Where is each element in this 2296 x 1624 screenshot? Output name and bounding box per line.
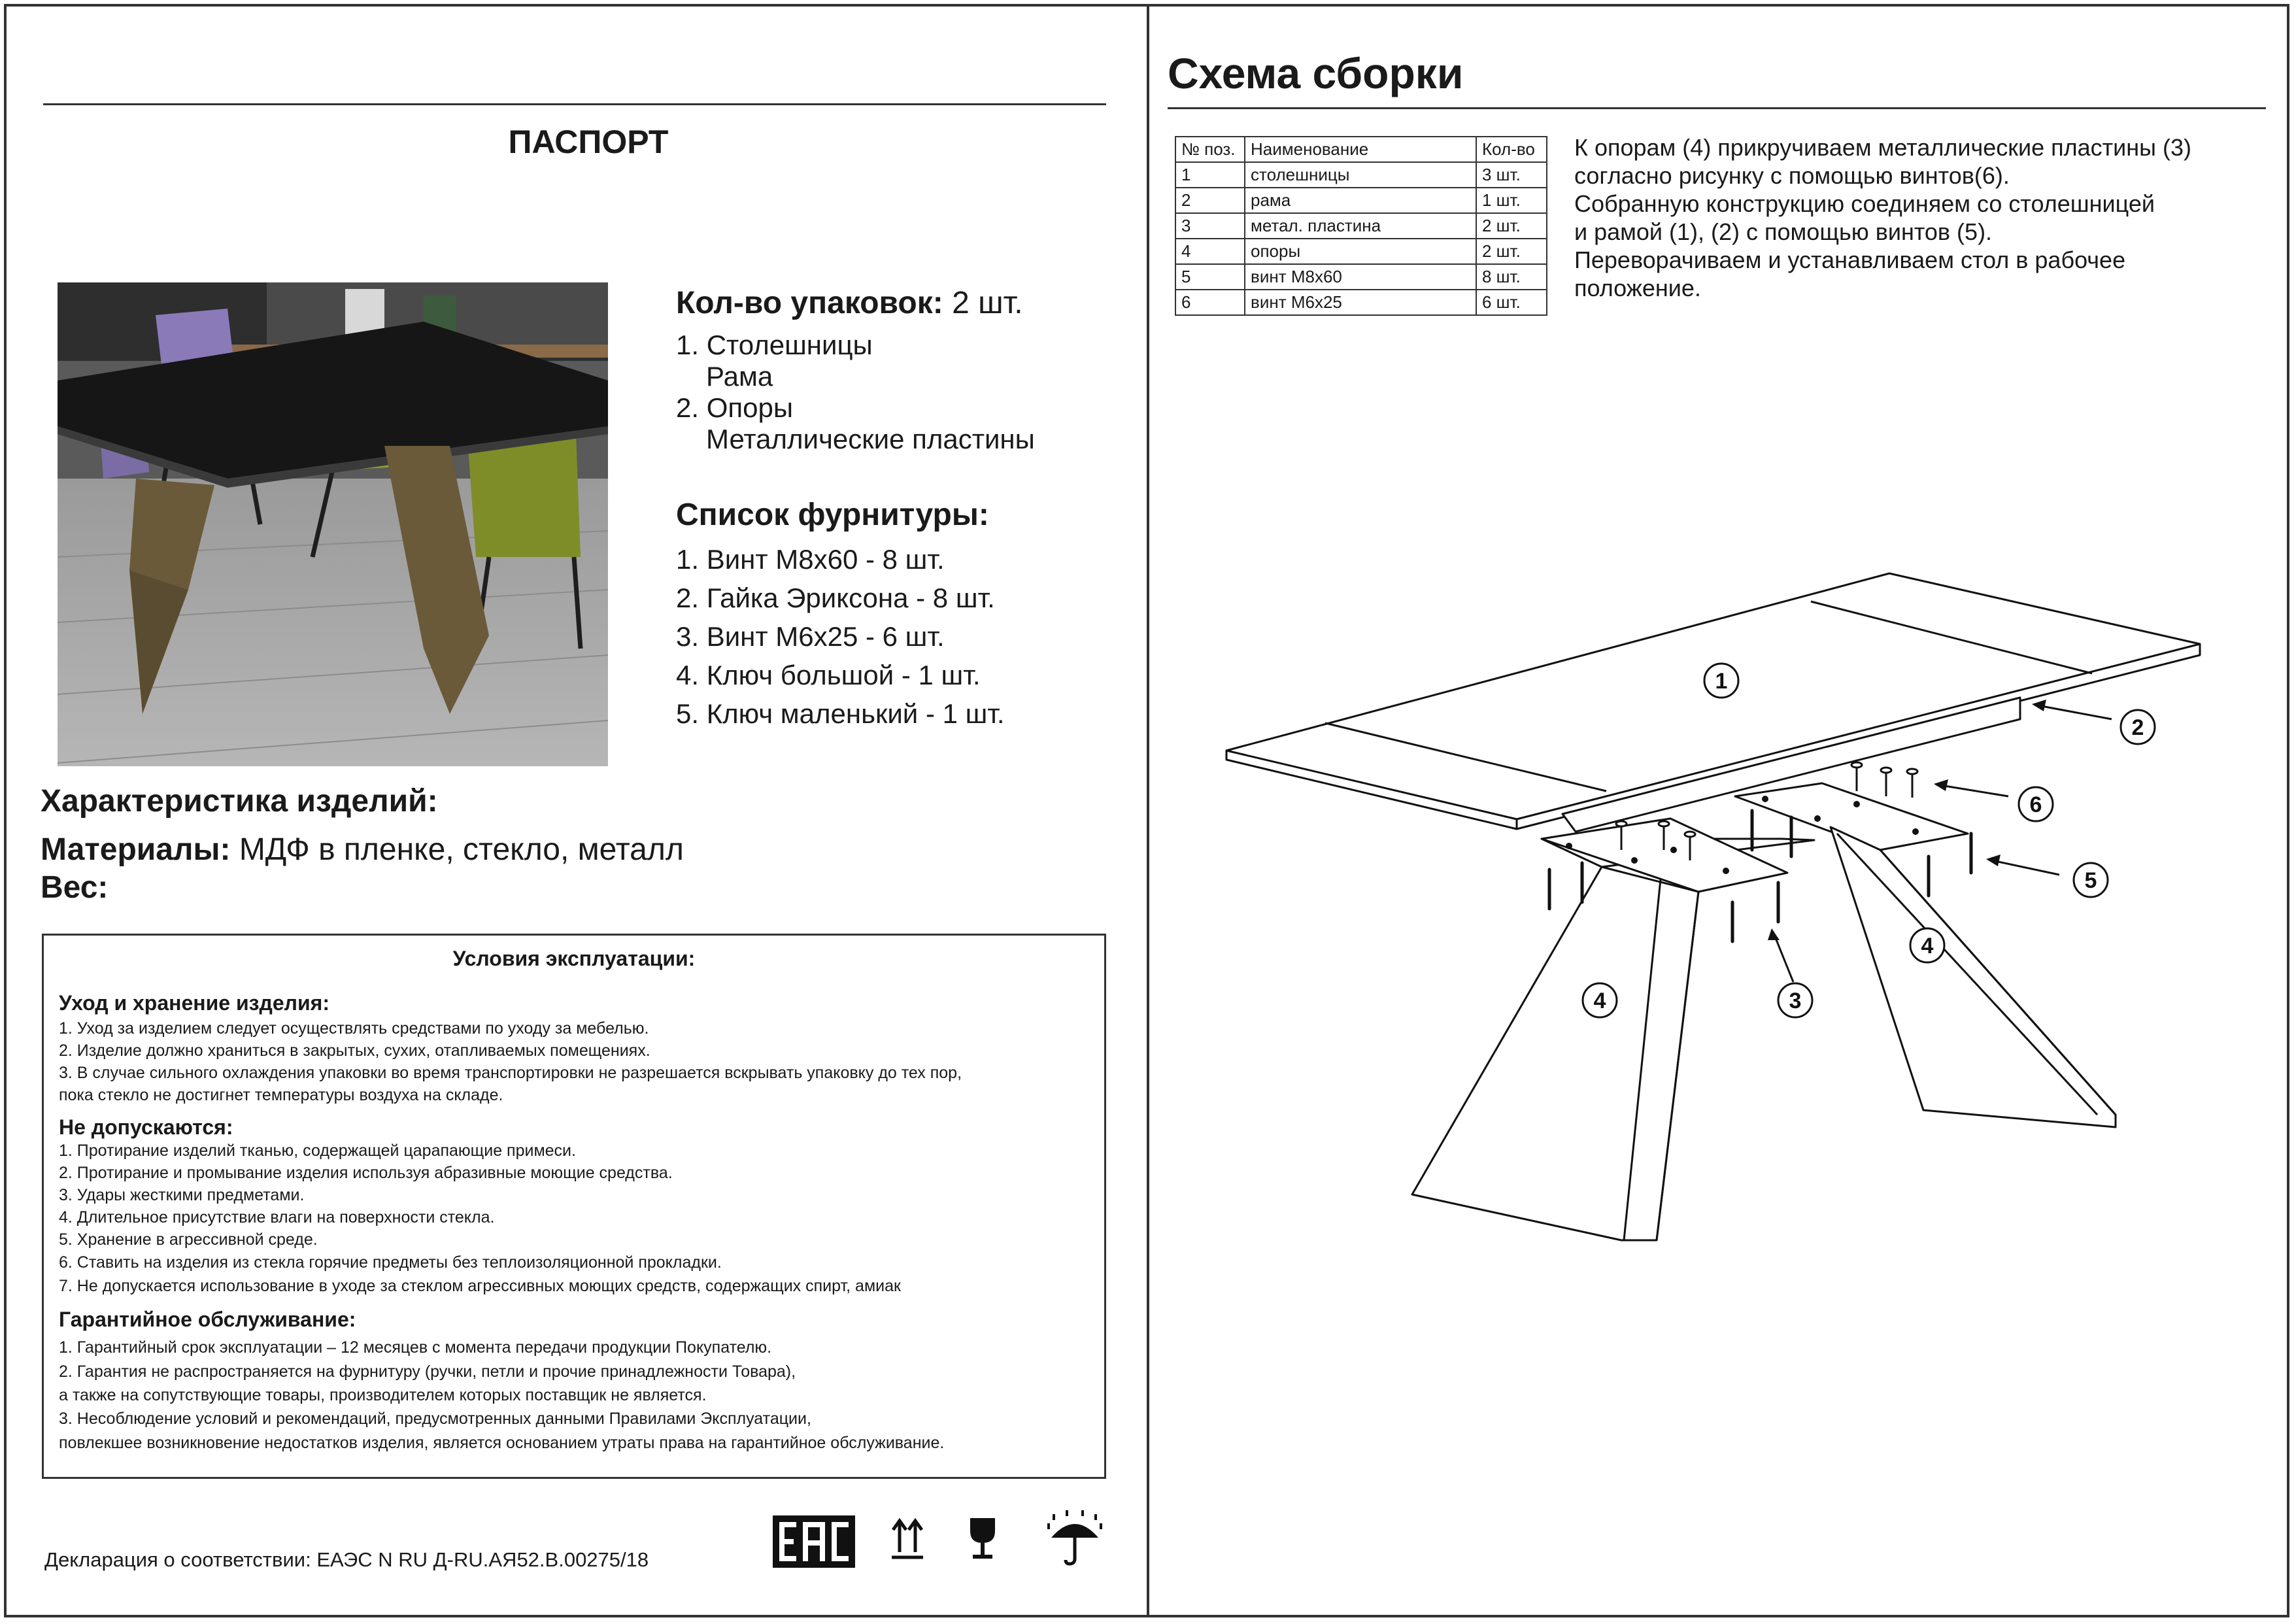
scheme-title-rule [1168, 107, 2266, 109]
callout-label: 4 [1593, 989, 1606, 1013]
table-cell: 4 [1175, 239, 1245, 264]
list-item: Металлические пластины [706, 424, 1035, 454]
forbidden-item: 5. Хранение в агрессивной среде. [59, 1230, 318, 1249]
forbidden-item: 6. Ставить на изделия из стекла горячие предметы без теплоизоляционной прокладки. [59, 1253, 722, 1272]
parts-table [1175, 136, 1547, 316]
callout-label: 3 [1789, 989, 1802, 1013]
header-cell: № поз. [1175, 137, 1245, 162]
packages-label: Кол-во упаковок: [676, 286, 943, 320]
table-cell: метал. пластина [1245, 213, 1476, 239]
table-row [1175, 188, 1547, 213]
conditions-title: Условия эксплуатации: [452, 947, 696, 970]
hardware-list [676, 540, 1005, 733]
instruction-line: Собранную конструкцию соединяем со столешницей [1574, 190, 2155, 217]
care-item: пока стекло не достигнет температуры воздуха на складе. [59, 1086, 503, 1104]
list-item: 3. Винт М6х25 - 6 шт. [676, 621, 945, 652]
list-item: Рама [706, 361, 773, 392]
table-cell: винт М8х60 [1245, 264, 1476, 290]
hardware-heading: Список фурнитуры: [676, 498, 989, 532]
packages-list [676, 330, 1035, 455]
forbidden-item: 2. Протирание и промывание изделия используя абразивные моющие средства. [59, 1164, 673, 1182]
table-row [1175, 162, 1547, 188]
table-row [1175, 213, 1547, 239]
materials-label: Материалы: [41, 832, 231, 867]
forbidden-item: 7. Не допускается использование в уходе за стеклом агрессивных моющих средств, содержащих спирт, амиак [59, 1277, 901, 1295]
care-heading: Уход и хранение изделия: [59, 991, 329, 1015]
list-item: 2. Гайка Эриксона - 8 шт. [676, 583, 995, 613]
table-cell: рама [1245, 188, 1476, 213]
table-cell: 1 шт. [1476, 188, 1547, 213]
packages-heading [676, 285, 1023, 321]
table-row [1175, 264, 1547, 290]
weight-label: Вес: [41, 870, 109, 905]
warranty-item: а также на сопутствующие товары, производителем которых поставщик не является. [59, 1386, 707, 1404]
characteristics-heading: Характеристика изделий: [41, 784, 438, 819]
table-cell: 3 шт. [1476, 162, 1547, 188]
instruction-line: и рамой (1), (2) с помощью винтов (5). [1574, 218, 1993, 245]
list-item: 5. Ключ маленький - 1 шт. [676, 698, 1005, 729]
table-header-row [1175, 137, 1547, 162]
table-cell: 8 шт. [1476, 264, 1547, 290]
table-cell: 1 [1175, 162, 1245, 188]
list-item: 1. Винт М8х60 - 8 шт. [676, 544, 945, 575]
warranty-item: повлекшее возникновение недостатков изделия, является основанием утраты права на гарантийное обслуживание. [59, 1434, 945, 1452]
instruction-line: К опорам (4) прикручиваем металлические пластины (3) [1574, 134, 2192, 161]
materials-row [41, 832, 684, 868]
warranty-item: 1. Гарантийный срок эксплуатации – 12 месяцев с момента передачи продукции Покупателю. [59, 1338, 772, 1357]
callout-label: 4 [1921, 934, 1934, 958]
forbidden-item: 1. Протирание изделий тканью, содержащей царапающие примеси. [59, 1142, 576, 1160]
table-cell: винт М6х25 [1245, 290, 1476, 315]
table-cell: 2 шт. [1476, 239, 1547, 264]
list-item: 1. Столешницы [676, 330, 873, 360]
forbidden-item: 4. Длительное присутствие влаги на поверхности стекла. [59, 1208, 495, 1226]
table-cell: 2 шт. [1476, 213, 1547, 239]
callout-label: 2 [2131, 715, 2144, 740]
warranty-item: 2. Гарантия не распространяется на фурнитуру (ручки, петли и прочие принадлежности Товара), [59, 1362, 796, 1381]
list-item: 2. Опоры [676, 392, 794, 423]
instruction-line: положение. [1574, 275, 1701, 301]
table-cell: 2 [1175, 188, 1245, 213]
declaration: Декларация о соответствии: ЕАЭС N RU Д-RU.АЯ52.В.00275/18 [44, 1548, 649, 1571]
this-way-up-icon [889, 1515, 926, 1561]
packages-value: 2 шт. [952, 286, 1023, 320]
materials-value: МДФ в пленке, стекло, металл [239, 832, 684, 867]
care-item: 2. Изделие должно храниться в закрытых, сухих, отапливаемых помещениях. [59, 1041, 650, 1060]
callout-label: 5 [2084, 868, 2097, 893]
care-item: 3. В случае сильного охлаждения упаковки во время транспортировки не разрешается вскрывать упаковку до тех пор, [59, 1064, 962, 1082]
forbidden-item: 3. Удары жесткими предметами. [59, 1186, 305, 1204]
product-photo [58, 282, 608, 766]
header-cell: Кол-во [1476, 137, 1547, 162]
list-item: 4. Ключ большой - 1 шт. [676, 660, 981, 690]
table-cell: столешницы [1245, 162, 1476, 188]
fragile-glass-icon [968, 1515, 998, 1561]
forbidden-heading: Не допускаются: [59, 1115, 233, 1139]
table-cell: 5 [1175, 264, 1245, 290]
callout-label: 1 [1715, 669, 1728, 694]
title-rule [43, 103, 1106, 105]
table-cell: 3 [1175, 213, 1245, 239]
eac-mark [773, 1515, 855, 1568]
assembly-instructions [1574, 133, 2191, 302]
table-cell: 6 [1175, 290, 1245, 315]
header-cell: Наименование [1245, 137, 1476, 162]
assembly-diagram [1177, 549, 2262, 1294]
care-item: 1. Уход за изделием следует осуществлять средствами по уходу за мебелью. [59, 1019, 649, 1038]
warranty-item: 3. Несоблюдение условий и рекомендаций, предусмотренных данными Правилами Эксплуатации, [59, 1410, 811, 1428]
instruction-line: согласно рисунку с помощью винтов(6). [1574, 162, 2010, 189]
passport-title: ПАСПОРТ [508, 124, 669, 160]
scheme-title: Схема сборки [1168, 49, 1464, 97]
table-row [1175, 290, 1547, 315]
instruction-line: Переворачиваем и устанавливаем стол в рабочее [1574, 246, 2126, 273]
table-row [1175, 239, 1547, 264]
table-cell: опоры [1245, 239, 1476, 264]
warranty-heading: Гарантийное обслуживание: [59, 1308, 356, 1331]
callout-label: 6 [2029, 792, 2042, 817]
table-cell: 6 шт. [1476, 290, 1547, 315]
keep-dry-umbrella-icon [1046, 1510, 1104, 1566]
page-divider [1147, 4, 1149, 1617]
